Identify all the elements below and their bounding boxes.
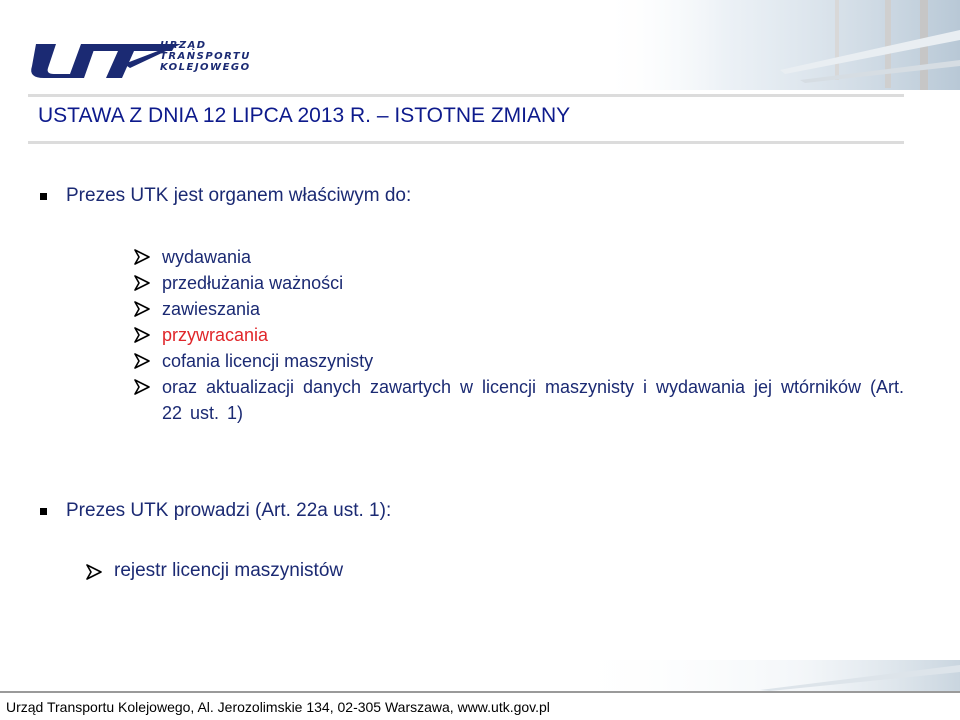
arrow-bullet-icon (134, 353, 150, 369)
arrow-bullet-icon (134, 301, 150, 317)
title-bar (28, 94, 904, 144)
section2-heading: Prezes UTK prowadzi (Art. 22a ust. 1): (66, 500, 392, 521)
slide-title: USTAWA Z DNIA 12 LIPCA 2013 R. – ISTOTNE ZMIANY (38, 104, 571, 127)
arrow-bullet-icon (134, 327, 150, 343)
list-item (134, 296, 904, 322)
logo-line: TRANSPORTU (160, 51, 251, 62)
list-item (134, 270, 904, 296)
list-item-text: zawieszania (162, 299, 261, 319)
list-item-text: rejestr licencji maszynistów (114, 560, 344, 581)
list-item-text: oraz aktualizacji danych zawartych w licencji maszynisty i wydawania jej wtórników (Art. 22 ust. 1) (162, 377, 904, 423)
list-item-text: przedłużania ważności (162, 273, 344, 293)
logo-text (160, 40, 251, 73)
list-item (134, 374, 904, 426)
list-item-highlighted (134, 322, 904, 348)
section1-list (134, 244, 904, 426)
arrow-bullet-icon (134, 275, 150, 291)
square-bullet-icon (40, 193, 47, 200)
arrow-bullet-icon (134, 379, 150, 395)
list-item-text: przywracania (162, 325, 269, 345)
list-item-text: cofania licencji maszynisty (162, 351, 374, 371)
list-item-text: wydawania (162, 247, 252, 267)
logo-line: KOLEJOWEGO (160, 62, 251, 73)
footer-divider (0, 691, 960, 693)
section1-heading: Prezes UTK jest organem właściwym do: (66, 185, 412, 206)
square-bullet-icon (40, 508, 47, 515)
logo-line: URZĄD (160, 40, 207, 51)
list-item (86, 560, 343, 582)
train-station-photo (600, 0, 960, 90)
list-item (134, 348, 904, 374)
arrow-bullet-icon (134, 249, 150, 265)
footer-text: Urząd Transportu Kolejowego, Al. Jerozolimskie 134, 02-305 Warszawa, www.utk.gov.pl (6, 699, 550, 715)
header (0, 0, 960, 95)
list-item (134, 244, 904, 270)
arrow-bullet-icon (86, 564, 102, 580)
